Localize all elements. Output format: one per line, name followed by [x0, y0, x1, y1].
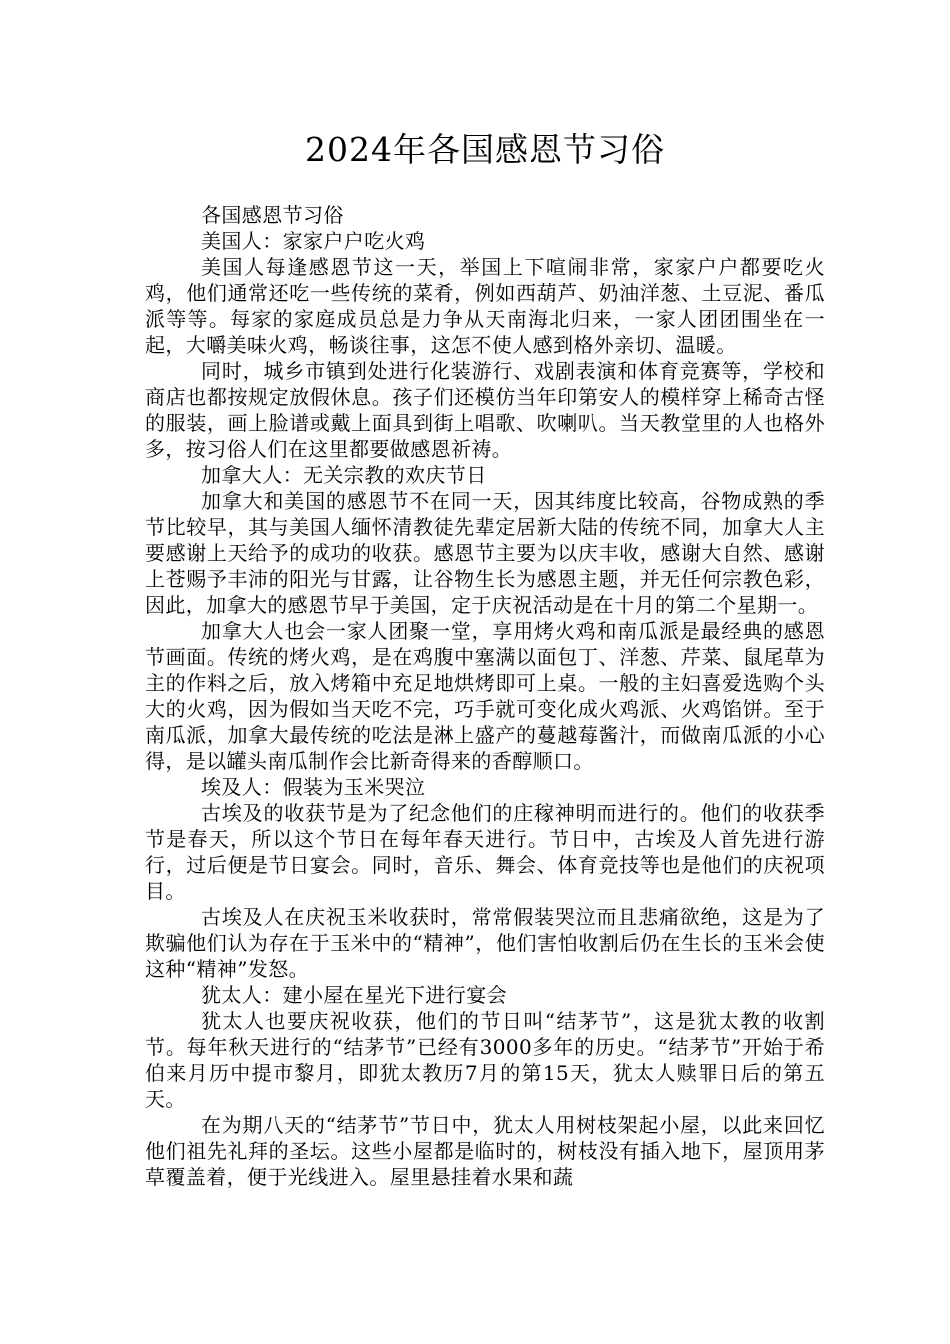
document-body — [145, 202, 825, 1190]
paragraph: 同时，城乡市镇到处进行化装游行、戏剧表演和体育竞赛等，学校和商店也都按规定放假休息。孩子们还模仿当年印第安人的模样穿上稀奇古怪的服装，画上脸谱或戴上面具到街上唱歌、吹喇叭。当天教堂里的人也格外多，按习俗人们在这里都要做感恩祈祷。 — [145, 359, 825, 461]
document-page — [145, 128, 825, 1190]
subheading-jewish: 犹太人：建小屋在星光下进行宴会 — [201, 983, 507, 1007]
document-title: 2024年各国感恩节习俗 — [305, 130, 665, 169]
paragraph: 加拿大人也会一家人团聚一堂，享用烤火鸡和南瓜派是最经典的感恩节画面。传统的烤火鸡，是在鸡腹中塞满以面包丁、洋葱、芹菜、鼠尾草为主的作料之后，放入烤箱中充足地烘烤即可上桌。一般的主妇喜爱选购个头大的火鸡，因为假如当天吃不完，巧手就可变化成火鸡派、火鸡馅饼。至于南瓜派，加拿大最传统的吃法是淋上盛产的蔓越莓酱汁，而做南瓜派的小心得，是以罐头南瓜制作会比新奇得来的香醇顺口。 — [145, 619, 825, 773]
paragraph: 加拿大和美国的感恩节不在同一天，因其纬度比较高，谷物成熟的季节比较早，其与美国人缅怀清教徒先辈定居新大陆的传统不同，加拿大人主要感谢上天给予的成功的收获。感恩节主要为以庆丰收，感谢大自然、感谢上苍赐予丰沛的阳光与甘露，让谷物生长为感恩主题，并无任何宗教色彩，因此，加拿大的感恩节早于美国，定于庆祝活动是在十月的第二个星期一。 — [145, 489, 825, 617]
paragraph: 古埃及人在庆祝玉米收获时，常常假装哭泣而且悲痛欲绝，这是为了欺骗他们认为存在于玉米中的“精神”，他们害怕收割后仍在生长的玉米会使这种“精神”发怒。 — [145, 905, 825, 981]
paragraph: 美国人每逢感恩节这一天，举国上下喧闹非常，家家户户都要吃火鸡，他们通常还吃一些传统的菜肴，例如西葫芦、奶油洋葱、土豆泥、番瓜派等等。每家的家庭成员总是力争从天南海北归来，一家人团团围坐在一起，大嚼美味火鸡，畅谈往事，这怎不使人感到格外亲切、温暖。 — [145, 255, 825, 357]
paragraph: 犹太人也要庆祝收获，他们的节日叫“结茅节”，这是犹太教的收割节。每年秋天进行的“结茅节”已经有3000多年的历史。“结茅节”开始于希伯来月历中提市黎月，即犹太教历7月的第15天，犹太人赎罪日后的第五天。 — [145, 1009, 825, 1111]
subheading-canada: 加拿大人：无关宗教的欢庆节日 — [201, 463, 487, 487]
subheading-usa: 美国人：家家户户吃火鸡 — [201, 229, 426, 253]
paragraph: 古埃及的收获节是为了纪念他们的庄稼神明而进行的。他们的收获季节是春天，所以这个节日在每年春天进行。节日中，古埃及人首先进行游行，过后便是节日宴会。同时，音乐、舞会、体育竞技等也是他们的庆祝项目。 — [145, 801, 825, 903]
section-heading: 各国感恩节习俗 — [201, 203, 344, 227]
subheading-egypt: 埃及人：假装为玉米哭泣 — [201, 775, 426, 799]
paragraph: 在为期八天的“结茅节”节日中，犹太人用树枝架起小屋，以此来回忆他们祖先礼拜的圣坛。这些小屋都是临时的，树枝没有插入地下，屋顶用茅草覆盖着，便于光线进入。屋里悬挂着水果和蔬 — [145, 1113, 825, 1189]
